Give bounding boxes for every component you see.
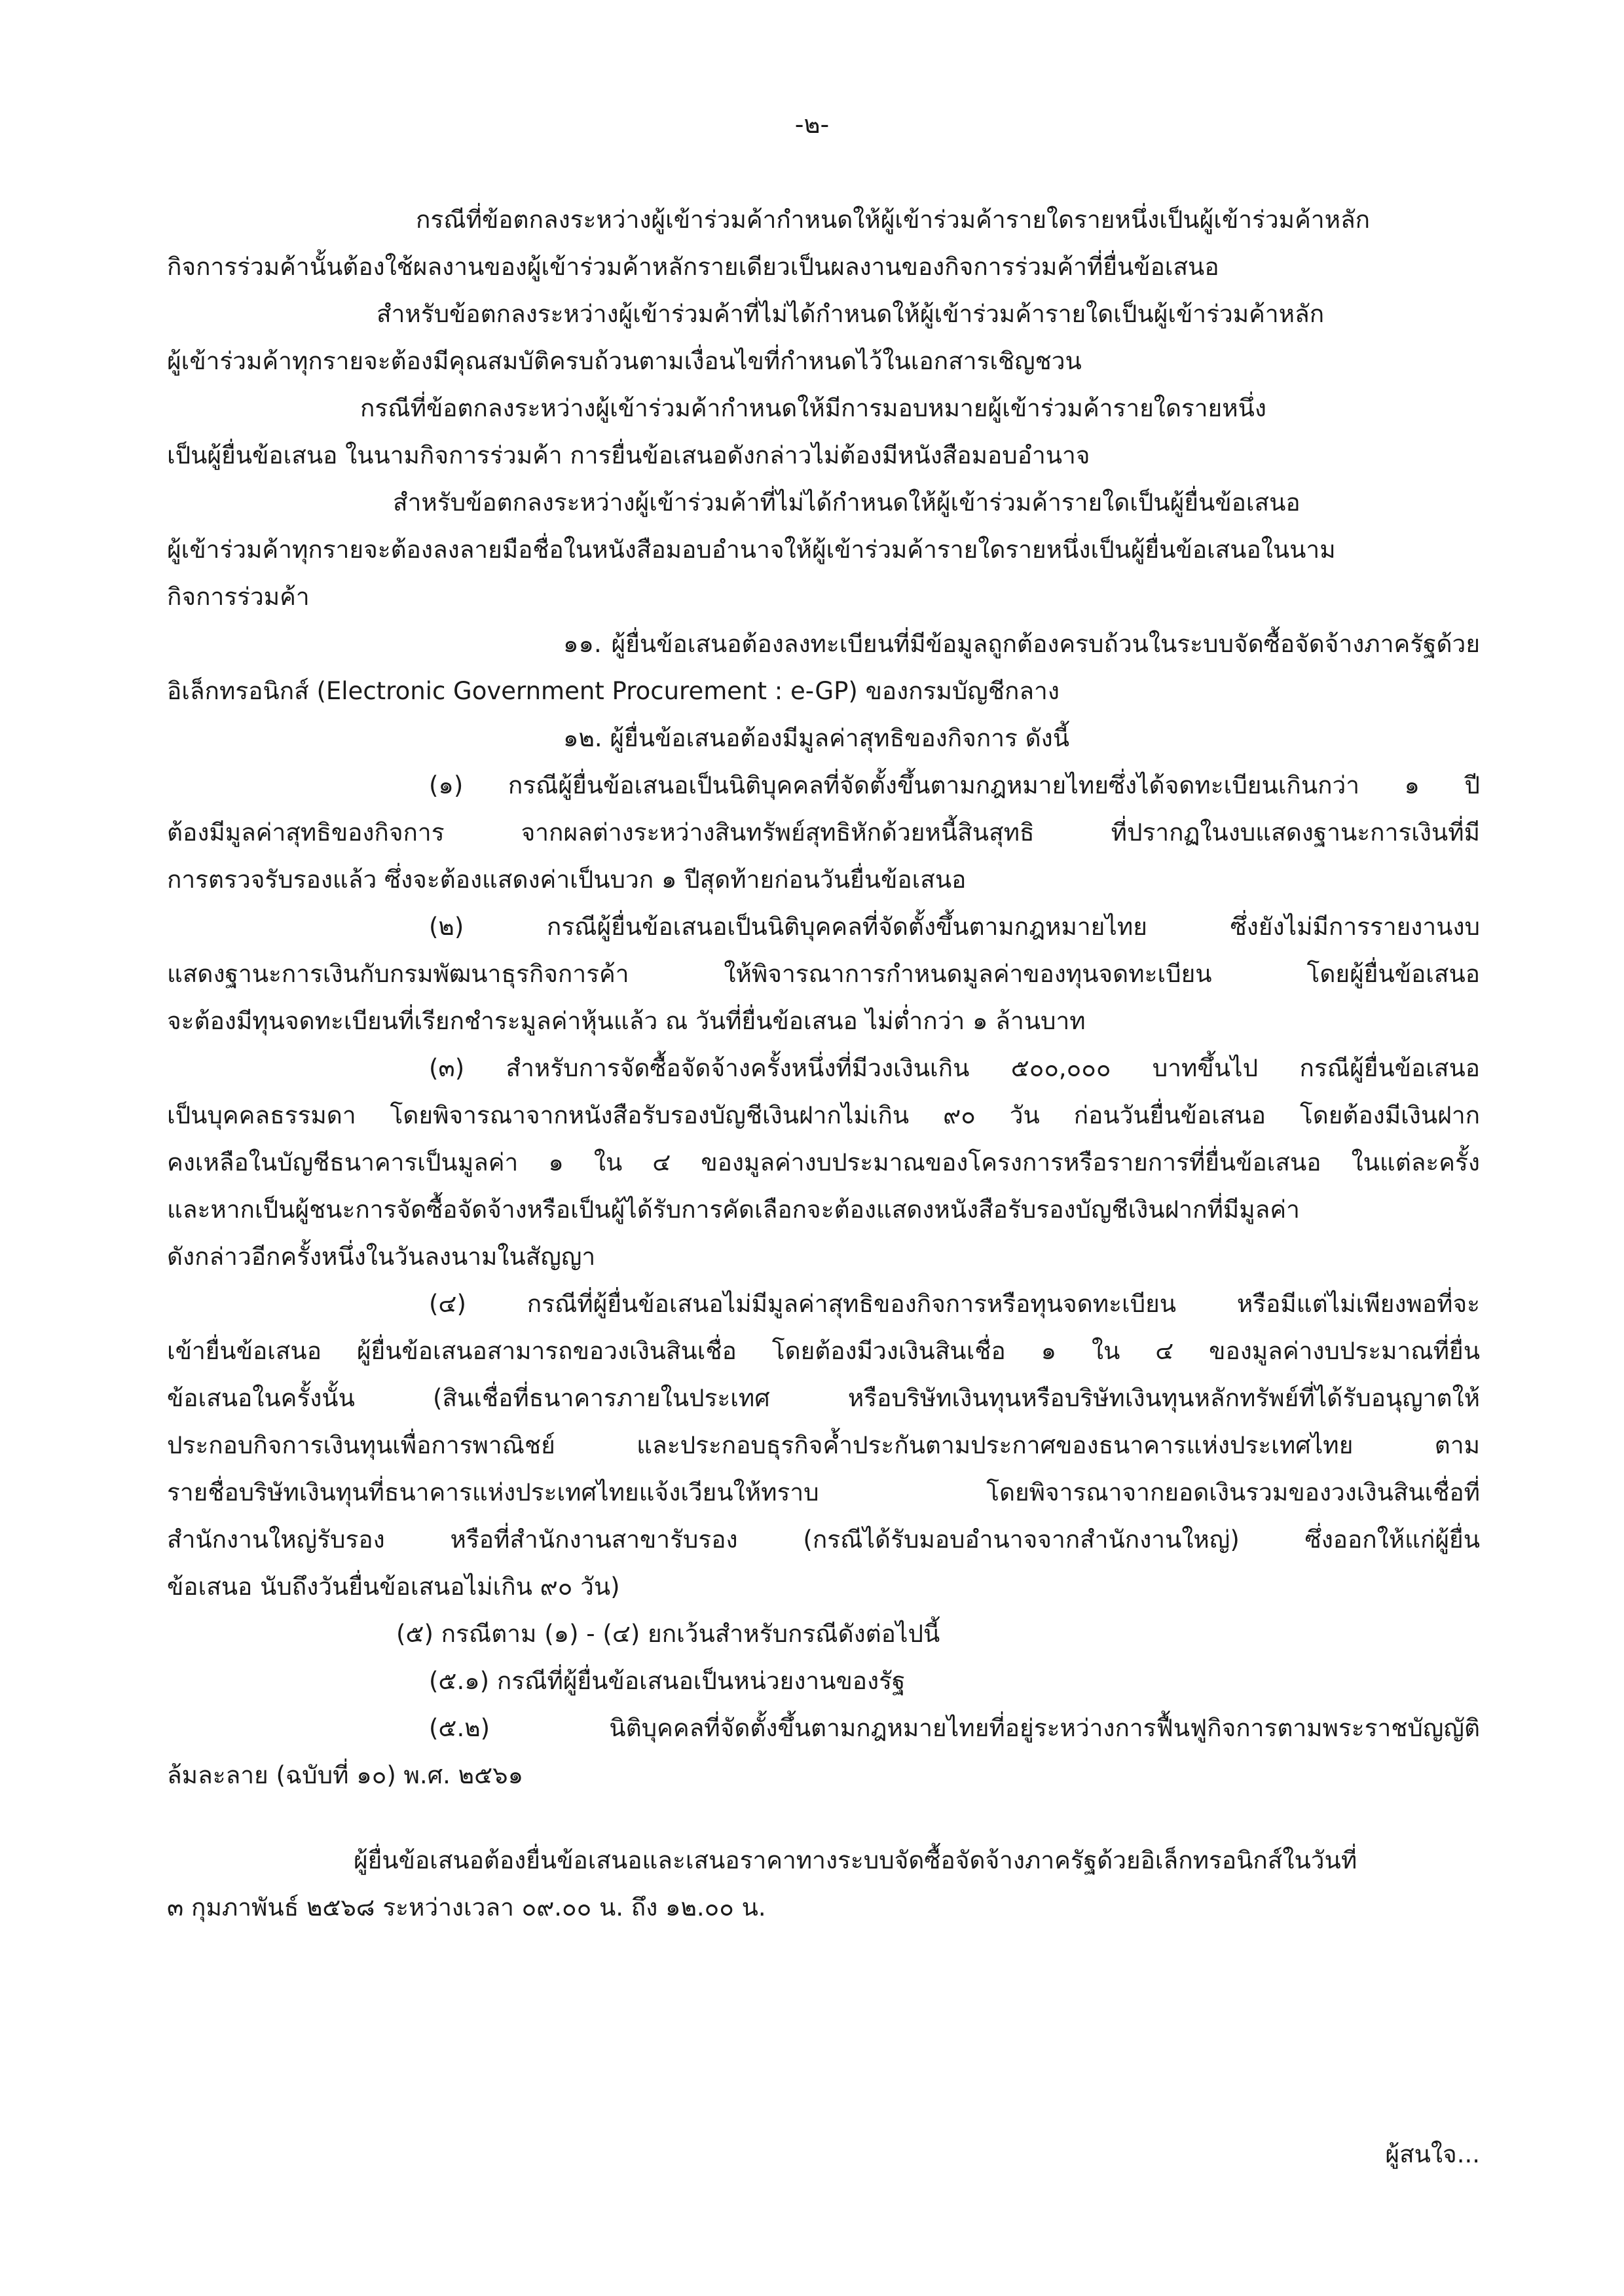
text-line: กิจการร่วมค้านั้นต้องใช้ผลงานของผู้เข้าร่วมค้าหลักรายเดียวเป็นผลงานของกิจการร่วมค้าที่ยื่นข้อเสนอ <box>167 253 1219 281</box>
text-line: กิจการร่วมค้า <box>167 583 310 611</box>
text-line: ผู้เข้าร่วมค้าทุกรายจะต้องมีคุณสมบัติครบถ้วนตามเงื่อนไขที่กำหนดไว้ในเอกสารเชิญชวน <box>167 347 1082 375</box>
text-line: สำหรับข้อตกลงระหว่างผู้เข้าร่วมค้าที่ไม่ได้กำหนดให้ผู้เข้าร่วมค้ารายใดเป็นผู้ยื่นข้อเสนอ <box>393 488 1301 517</box>
text-line: ประกอบกิจการเงินทุนเพื่อการพาณิชย์ และประกอบธุรกิจค้ำประกันตามประกาศของธนาคารแห่งประเทศไทย ตาม <box>167 1431 1480 1459</box>
text-line: รายชื่อบริษัทเงินทุนที่ธนาคารแห่งประเทศไทยแจ้งเวียนให้ทราบ โดยพิจารณาจากยอดเงินรวมของวงเงินสินเชื่อที่ <box>167 1478 1480 1506</box>
text-line: เป็นบุคคลธรรมดา โดยพิจารณาจากหนังสือรับรองบัญชีเงินฝากไม่เกิน ๙๐ วัน ก่อนวันยื่นข้อเสนอ โดยต้องมีเงินฝาก <box>167 1101 1480 1129</box>
text-line: และหากเป็นผู้ชนะการจัดซื้อจัดจ้างหรือเป็นผู้ได้รับการคัดเลือกจะต้องแสดงหนังสือรับรองบัญชีเงินฝากที่มีมูลค่า <box>167 1195 1300 1224</box>
text-line: (๕.๒) นิติบุคคลที่จัดตั้งขึ้นตามกฎหมายไทยที่อยู่ระหว่างการฟื้นฟูกิจการตามพระราชบัญญัติ <box>429 1714 1480 1742</box>
text-line: ๓ กุมภาพันธ์ ๒๕๖๘ ระหว่างเวลา ๐๙.๐๐ น. ถึง ๑๒.๐๐ น. <box>167 1893 766 1922</box>
text-line: ดังกล่าวอีกครั้งหนึ่งในวันลงนามในสัญญา <box>167 1243 596 1271</box>
text-line: อิเล็กทรอนิกส์ (Electronic Government Procurement : e-GP) ของกรมบัญชีกลาง <box>167 677 1060 705</box>
text-line: (๔) กรณีที่ผู้ยื่นข้อเสนอไม่มีมูลค่าสุทธิของกิจการหรือทุนจดทะเบียน หรือมีแต่ไม่เพียงพอที่จะ <box>429 1290 1480 1318</box>
text-line: (๕.๑) กรณีที่ผู้ยื่นข้อเสนอเป็นหน่วยงานของรัฐ <box>429 1667 906 1695</box>
text-line: ๑๑. ผู้ยื่นข้อเสนอต้องลงทะเบียนที่มีข้อมูลถูกต้องครบถ้วนในระบบจัดซื้อจัดจ้างภาครัฐด้วย <box>563 630 1480 658</box>
text-line: สำนักงานใหญ่รับรอง หรือที่สำนักงานสาขารับรอง (กรณีได้รับมอบอำนาจจากสำนักงานใหญ่) ซึ่งออกให้แก่ผู้ยื่น <box>167 1525 1480 1554</box>
text-line: สำหรับข้อตกลงระหว่างผู้เข้าร่วมค้าที่ไม่ได้กำหนดให้ผู้เข้าร่วมค้ารายใดเป็นผู้เข้าร่วมค้าหลัก <box>377 300 1325 328</box>
text-line: ต้องมีมูลค่าสุทธิของกิจการ จากผลต่างระหว่างสินทรัพย์สุทธิหักด้วยหนี้สินสุทธิ ที่ปรากฏในงบแสดงฐานะการเงินที่มี <box>167 818 1480 847</box>
text-line: จะต้องมีทุนจดทะเบียนที่เรียกชำระมูลค่าหุ้นแล้ว ณ วันที่ยื่นข้อเสนอ ไม่ต่ำกว่า ๑ ล้านบาท <box>167 1007 1086 1035</box>
text-line: (๕) กรณีตาม (๑) - (๔) ยกเว้นสำหรับกรณีดังต่อไปนี้ <box>396 1620 940 1648</box>
text-line: แสดงฐานะการเงินกับกรมพัฒนาธุรกิจการค้า ให้พิจารณาการกำหนดมูลค่าของทุนจดทะเบียน โดยผู้ยื่นข้อเสนอ <box>167 960 1480 988</box>
text-line: กรณีที่ข้อตกลงระหว่างผู้เข้าร่วมค้ากำหนดให้มีการมอบหมายผู้เข้าร่วมค้ารายใดรายหนึ่ง <box>360 394 1266 422</box>
text-line: การตรวจรับรองแล้ว ซึ่งจะต้องแสดงค่าเป็นบวก ๑ ปีสุดท้ายก่อนวันยื่นข้อเสนอ <box>167 866 967 894</box>
text-line: (๒) กรณีผู้ยื่นข้อเสนอเป็นนิติบุคคลที่จัดตั้งขึ้นตามกฎหมายไทย ซึ่งยังไม่มีการรายงานงบ <box>429 913 1480 941</box>
continued-marker: ผู้สนใจ... <box>1385 2140 1480 2168</box>
text-line: (๓) สำหรับการจัดซื้อจัดจ้างครั้งหนึ่งที่มีวงเงินเกิน ๕๐๐,๐๐๐ บาทขึ้นไป กรณีผู้ยื่นข้อเสนอ <box>429 1054 1480 1082</box>
text-line: เข้ายื่นข้อเสนอ ผู้ยื่นข้อเสนอสามารถขอวงเงินสินเชื่อ โดยต้องมีวงเงินสินเชื่อ ๑ ใน ๔ ของมูลค่างบประมาณที่ยื่น <box>167 1337 1480 1365</box>
text-line: เป็นผู้ยื่นข้อเสนอ ในนามกิจการร่วมค้า การยื่นข้อเสนอดังกล่าวไม่ต้องมีหนังสือมอบอำนาจ <box>167 441 1090 469</box>
text-line: ผู้ยื่นข้อเสนอต้องยื่นข้อเสนอและเสนอราคาทางระบบจัดซื้อจัดจ้างภาครัฐด้วยอิเล็กทรอนิกส์ในวันที่ <box>354 1846 1357 1874</box>
text-line: ผู้เข้าร่วมค้าทุกรายจะต้องลงลายมือชื่อในหนังสือมอบอำนาจให้ผู้เข้าร่วมค้ารายใดรายหนึ่งเป็นผู้ยื่นข้อเสนอในนาม <box>167 536 1336 564</box>
document-body <box>167 196 1480 1931</box>
paragraph-gap <box>167 1799 1480 1837</box>
text-line: ๑๒. ผู้ยื่นข้อเสนอต้องมีมูลค่าสุทธิของกิจการ ดังนี้ <box>563 724 1070 752</box>
text-line: กรณีที่ข้อตกลงระหว่างผู้เข้าร่วมค้ากำหนดให้ผู้เข้าร่วมค้ารายใดรายหนึ่งเป็นผู้เข้าร่วมค้าหลัก <box>416 206 1371 234</box>
text-line: ข้อเสนอ นับถึงวันยื่นข้อเสนอไม่เกิน ๙๐ วัน) <box>167 1573 620 1601</box>
page-number: -๒- <box>794 110 830 139</box>
text-line: ข้อเสนอในครั้งนั้น (สินเชื่อที่ธนาคารภายในประเทศ หรือบริษัทเงินทุนหรือบริษัทเงินทุนหลักทรัพย์ที่ได้รับอนุญาตให้ <box>167 1384 1480 1412</box>
text-line: คงเหลือในบัญชีธนาคารเป็นมูลค่า ๑ ใน ๔ ของมูลค่างบประมาณของโครงการหรือรายการที่ยื่นข้อเสนอ ในแต่ละครั้ง <box>167 1148 1480 1176</box>
text-line: (๑) กรณีผู้ยื่นข้อเสนอเป็นนิติบุคคลที่จัดตั้งขึ้นตามกฎหมายไทยซึ่งได้จดทะเบียนเกินกว่า ๑ ปี <box>429 771 1480 799</box>
text-line: ล้มละลาย (ฉบับที่ ๑๐) พ.ศ. ๒๕๖๑ <box>167 1761 524 1789</box>
